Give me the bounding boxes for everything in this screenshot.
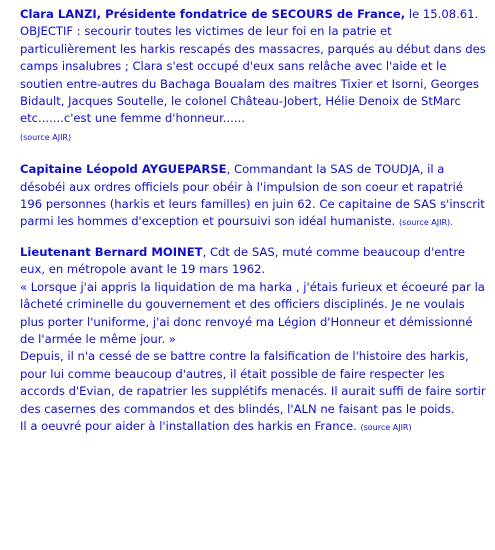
entry-lead: , Cdt de SAS, muté comme beaucoup d'entre eux, en métropole avant le 19 mars 1962. — [20, 244, 465, 277]
entry-leopold-aygueparse — [20, 161, 487, 232]
source-note: (source AJIR) — [20, 132, 72, 142]
entry-clara-lanzi — [20, 6, 487, 146]
person-name: Clara LANZI — [20, 7, 97, 21]
entry-body: Depuis, il n'a cessé de se battre contre la falsification de l'histoire des harkis, pour lui comme beaucoup d'autres, il était possible de faire respecter les accords d'Evian, de rapatrier les supplétifs menacés. Il aurait suffi de faire sortir des casernes des commandos et des blindés, l'ALN ne faisant pas le poids. — [20, 349, 486, 416]
entry-closing: Il a oeuvré pour aider à l'installation des harkis en France. (source AJIR) — [20, 418, 412, 433]
person-name: Lieutenant Bernard MOINET — [20, 244, 203, 259]
entry-lead: , Commandant la SAS de TOUDJA, il a désobéi aux ordres officiels pour obéir à l'impulsion de son coeur et rapatrié 196 personnes (harkis et leurs familles) en juin 62. Ce capitaine de SAS s'inscrit parmi les hommes d'exception et poursuivi son idéal humaniste. — [20, 162, 485, 229]
entry-lead: , Présidente fondatrice de SECOURS de France, — [96, 7, 406, 21]
entry-body — [20, 161, 487, 232]
entry-body: OBJECTIF : secourir toutes les victimes de leur foi en la patrie et particulièrement les harkis rescapés des massacres, parqués au début dans des camps insalubres ; Clara s'est occupé d'eux sans relâche avec l'aide et le soutien entre-autres du Bachaga Boualam des maitres Tixier et Isorni, Georges Bidault, Jacques Soutelle, le colonel Château-Jobert, Hélie Denoix de StMarc etc.......c'est une femme d'honneur...... (source AJIR) — [20, 24, 486, 142]
source-note: (source AJIR) — [360, 422, 412, 432]
entry-heading — [20, 244, 487, 279]
entry-date: le 15.08.61. — [405, 7, 479, 21]
entry-quote: « Lorsque j'ai appris la liquidation de ma harka , j'étais furieux et écoeuré par la lâcheté criminelle du gouvernement et des officiers disciplinés. Je ne voulais plus porter l'uniforme, j'ai donc renvoyé ma Légion d'Honneur et démissionné de l'armée le même jour. » — [20, 279, 485, 346]
person-name: Capitaine Léopold AYGUEPARSE — [20, 162, 227, 177]
entry-heading — [20, 6, 487, 23]
entry-bernard-moinet — [20, 244, 487, 436]
source-note: (source AJIR). — [399, 218, 453, 228]
